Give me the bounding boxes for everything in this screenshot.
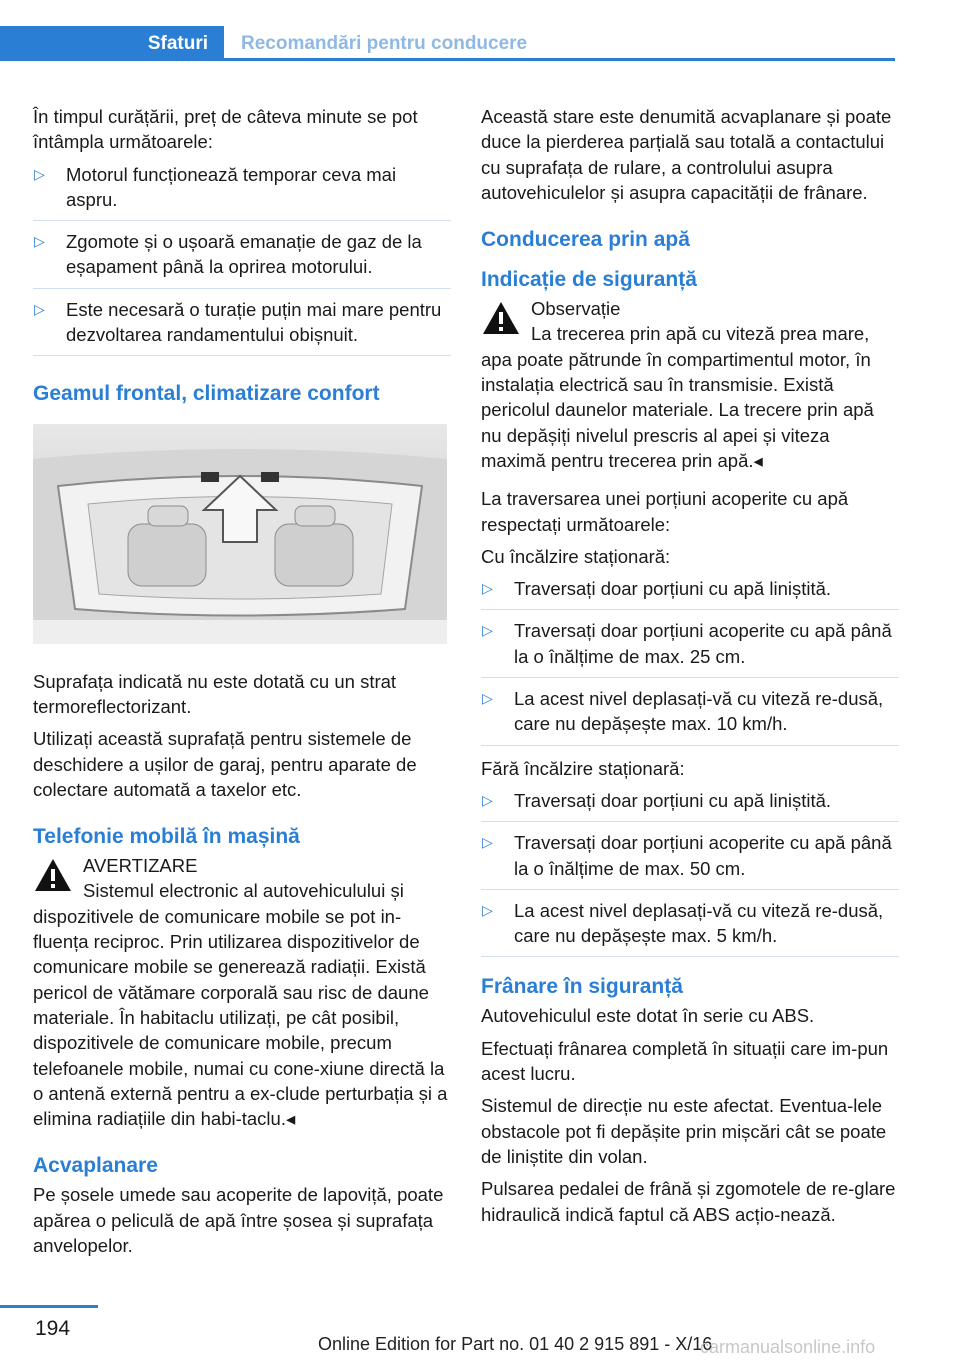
triangle-bullet-icon: ▷ xyxy=(482,622,493,639)
windshield-text-2: Utilizați această suprafață pentru sistemele de deschidere a ușilor de garaj, pentru aparate de colectare automată a taxelor etc. xyxy=(33,728,417,800)
braking-text-2: Efectuați frânarea completă în situații care im-pun acest lucru. xyxy=(481,1037,889,1085)
heading-windshield: Geamul frontal, climatizare confort xyxy=(33,382,380,406)
list-item: ▷ La acest nivel deplasați-vă cu viteză re-dusă, care nu depășește max. 10 km/h. xyxy=(481,686,899,746)
warning-block xyxy=(33,853,451,878)
tab-section[interactable]: Recomandări pentru conducere xyxy=(241,33,528,54)
windshield-text-1: Suprafața indicată nu este dotată cu un strat termoreflectorizant. xyxy=(33,670,397,717)
warning-triangle-icon xyxy=(33,857,73,893)
tab-sfaturi-label: Sfaturi xyxy=(147,33,208,54)
list-item: ▷ La acest nivel deplasați-vă cu viteză re-dusă, care nu depășește max. 5 km/h. xyxy=(481,898,899,958)
list-item: ▷ Traversați doar porțiuni cu apă liniștită. xyxy=(481,576,899,610)
list-item: ▷ Traversați doar porțiuni cu apă liniștită. xyxy=(481,788,899,822)
windshield-photo xyxy=(33,424,447,644)
page-header xyxy=(0,26,895,62)
left-column xyxy=(33,104,451,1265)
tab-sfaturi[interactable] xyxy=(0,26,224,61)
braking-text-4: Pulsarea pedalei de frână și zgomotele de re-glare hidraulică indică faptul că ABS acțio-nează. xyxy=(481,1178,896,1225)
without-heater-label: Fără încălzire staționară: xyxy=(481,757,685,779)
site-watermark: carmanualsonline.info xyxy=(700,1337,876,1357)
page-number: 194 xyxy=(35,1317,71,1340)
heading-safety-note: Indicație de siguranță xyxy=(481,268,697,292)
aquaplaning-text: Pe șosele umede sau acoperite de lapoviță, poate apărea o peliculă de apă între șosea și suprafața anvelopelor. xyxy=(33,1184,444,1257)
with-heater-label: Cu încălzire staționară: xyxy=(481,545,671,567)
cleaning-intro: În timpul curățării, preț de câteva minute se pot întâmpla următoarele: xyxy=(33,106,418,153)
triangle-bullet-icon: ▷ xyxy=(482,901,493,918)
warning-triangle-icon xyxy=(481,300,521,336)
list-item: ▷ Traversați doar porțiuni acoperite cu apă până la o înălțime de max. 25 cm. xyxy=(481,618,899,678)
list-item: ▷ Zgomote și o ușoară emanație de gaz de la eșapament până la oprirea motorului. xyxy=(33,229,451,289)
note-text: La trecerea prin apă cu viteză prea mare, apa poate pătrunde în compartimentul motor, în instalația electrică sau în transmisie. Există pericolul daunelor materiale. La trecere prin apă nu depășiți nivelul prescris al apei și viteza maximă pentru trecerea prin apă.◂ xyxy=(481,323,874,471)
list-item: ▷ Este necesară o turație puțin mai mare pentru dezvoltarea randamentului obișnuit. xyxy=(33,297,451,357)
without-heater-list xyxy=(481,788,899,957)
edition-note: Online Edition for Part no. 01 40 2 915 891 - X/16 xyxy=(318,1334,713,1354)
list-item: ▷ Motorul funcționează temporar ceva mai aspru. xyxy=(33,162,451,222)
triangle-bullet-icon: ▷ xyxy=(34,233,45,250)
header-rule xyxy=(0,58,895,61)
note-title: Observație xyxy=(531,298,621,320)
crossing-intro: La traversarea unei porțiuni acoperite cu apă respectați următoarele: xyxy=(481,488,849,535)
triangle-bullet-icon: ▷ xyxy=(482,834,493,851)
triangle-bullet-icon: ▷ xyxy=(482,690,493,707)
footer-rule xyxy=(0,1305,98,1308)
braking-text-3: Sistemul de direcție nu este afectat. Eventua-lele obstacole pot fi depășite prin mișcări cât se poate de liniștite din volan. xyxy=(481,1095,887,1167)
triangle-bullet-icon: ▷ xyxy=(482,791,493,808)
warning-title: AVERTIZARE xyxy=(83,855,198,877)
triangle-bullet-icon: ▷ xyxy=(34,300,45,317)
heading-safe-braking: Frânare în siguranță xyxy=(481,975,683,999)
list-item: ▷ Traversați doar porțiuni acoperite cu apă până la o înălțime de max. 50 cm. xyxy=(481,830,899,890)
warning-text: Sistemul electronic al autovehiculului și dispozitivele de comunicare mobile se pot in-fluența reciproc. Prin utilizarea dispozitivelor de comunicare mobile se generează radiații. Există pericol de vătămare corporală sau risc de daune materiale. În habitaclu utilizați, pe cât posibil, dispozitivele de comunicare mobile, precum telefoanele mobile, numai cu cone-xiune directă la o antenă externă pentru a ex-clude perturbația și a elimina radiațiile din habi-taclu.◂ xyxy=(33,880,448,1130)
braking-text-1: Autovehiculul este dotat în serie cu ABS. xyxy=(481,1005,815,1027)
with-heater-list xyxy=(481,576,899,745)
triangle-bullet-icon: ▷ xyxy=(34,165,45,182)
note-block xyxy=(481,296,899,321)
heading-driving-through-water: Conducerea prin apă xyxy=(481,228,690,252)
right-column xyxy=(481,104,899,1234)
triangle-bullet-icon: ▷ xyxy=(482,580,493,597)
cleaning-effects-list xyxy=(33,162,451,357)
heading-aquaplaning: Acvaplanare xyxy=(33,1154,158,1178)
aquaplaning-continued: Această stare este denumită acvaplanare și poate duce la pierderea parțială sau totală a contactului cu suprafața de rulare, a controlului asupra autovehiculelor și asupra capacității de frânare. xyxy=(481,106,892,203)
heading-mobile-phone: Telefonie mobilă în mașină xyxy=(33,825,300,849)
